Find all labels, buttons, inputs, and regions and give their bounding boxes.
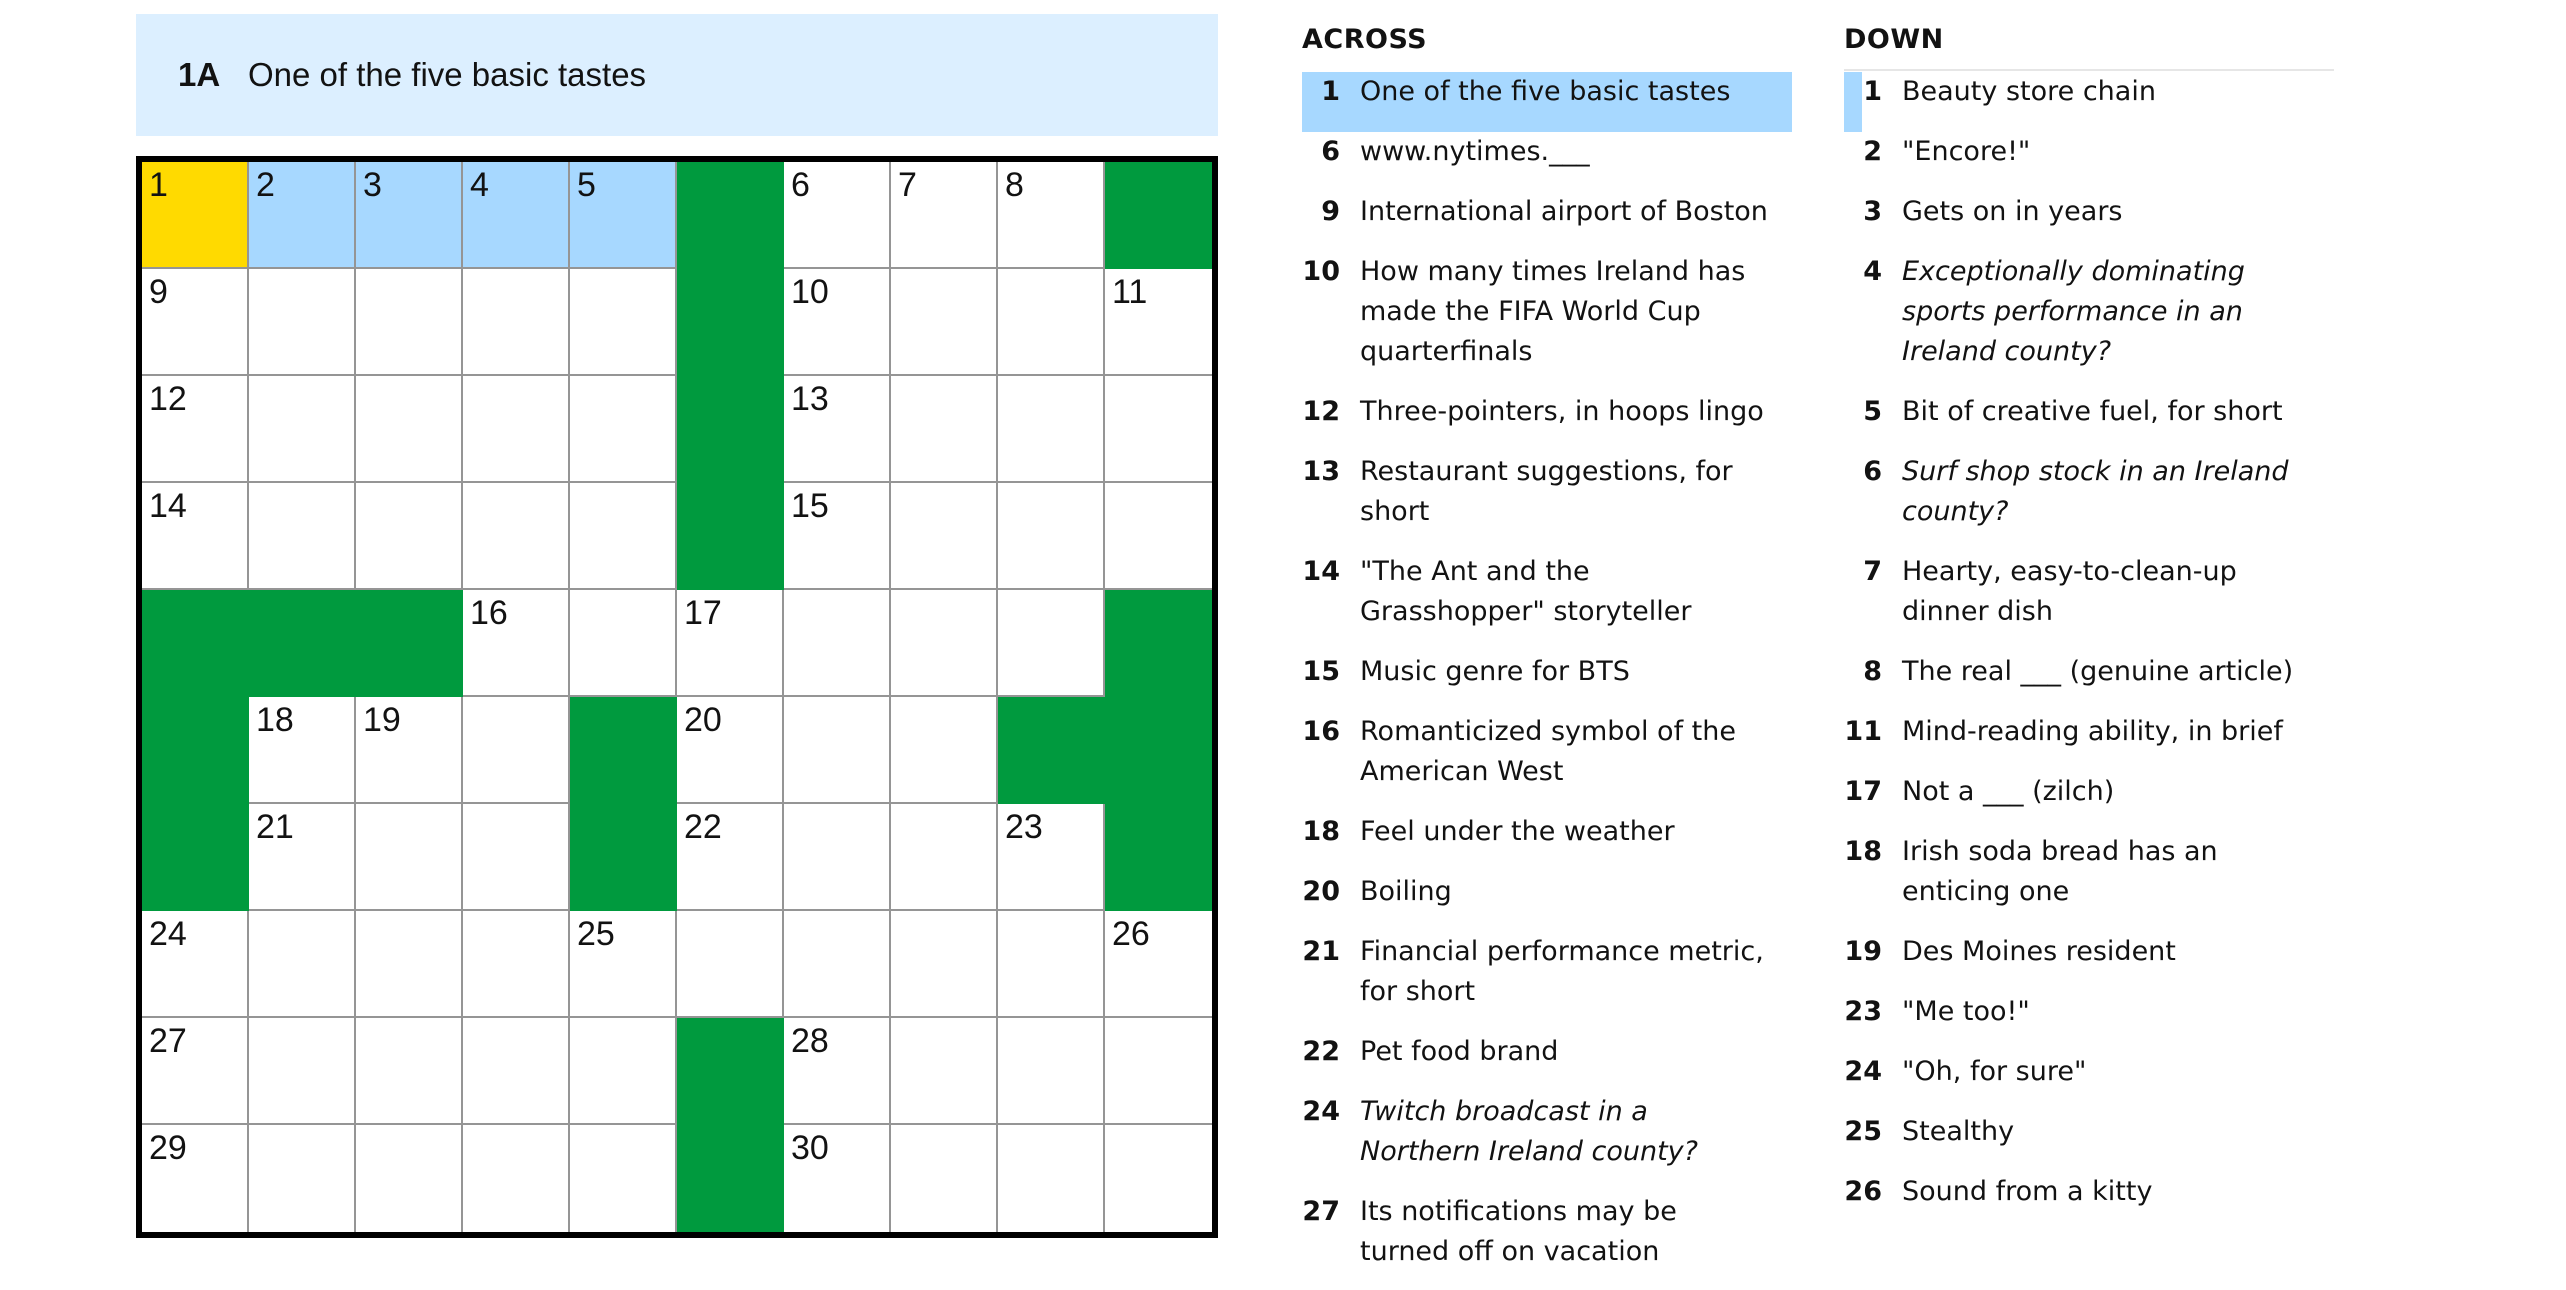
grid-cell[interactable] bbox=[891, 697, 998, 804]
cell-number: 22 bbox=[684, 808, 722, 846]
clue-text: The real ___ (genuine article) bbox=[1902, 656, 2294, 687]
clue-text: Beauty store chain bbox=[1902, 76, 2156, 107]
grid-cell[interactable] bbox=[463, 1018, 570, 1125]
across-clue-22[interactable] bbox=[1302, 1032, 1792, 1092]
clue-number: 18 bbox=[1844, 836, 1882, 867]
grid-cell[interactable] bbox=[249, 483, 356, 590]
clue-text: Stealthy bbox=[1902, 1116, 2015, 1147]
across-clue-9[interactable] bbox=[1302, 192, 1792, 252]
block-cell bbox=[677, 483, 784, 590]
clue-text: How many times Ireland has made the FIFA World Cup quarterfinals bbox=[1360, 256, 1746, 367]
current-clue-text: One of the five basic tastes bbox=[248, 56, 647, 93]
grid-cell[interactable] bbox=[891, 804, 998, 911]
grid-cell[interactable] bbox=[570, 269, 677, 376]
clue-number: 16 bbox=[1302, 716, 1340, 747]
cell-number: 15 bbox=[791, 487, 829, 525]
clue-number: 11 bbox=[1844, 716, 1882, 747]
block-cell bbox=[677, 162, 784, 269]
clue-text: Its notifications may be turned off on vacation bbox=[1360, 1196, 1677, 1267]
grid-cell[interactable] bbox=[1105, 269, 1212, 376]
grid-cell[interactable] bbox=[570, 162, 677, 269]
grid-cell[interactable] bbox=[784, 1018, 891, 1125]
clue-text: Surf shop stock in an Ireland county? bbox=[1902, 456, 2289, 527]
clue-text: International airport of Boston bbox=[1360, 196, 1768, 227]
clue-text: Twitch broadcast in a Northern Ireland county? bbox=[1360, 1096, 1698, 1167]
cell-number: 9 bbox=[149, 273, 168, 311]
down-clue-8[interactable] bbox=[1844, 652, 2334, 712]
across-clue-15[interactable] bbox=[1302, 652, 1792, 712]
grid-cell[interactable] bbox=[570, 483, 677, 590]
cell-number: 27 bbox=[149, 1022, 187, 1060]
grid-cell[interactable] bbox=[463, 911, 570, 1018]
clue-number: 6 bbox=[1321, 136, 1340, 167]
across-clue-panel bbox=[1302, 24, 1792, 1267]
clue-number: 8 bbox=[1863, 656, 1882, 687]
grid-cell[interactable] bbox=[998, 269, 1105, 376]
clue-text: "The Ant and the Grasshopper" storyteller bbox=[1360, 556, 1692, 627]
block-cell bbox=[142, 697, 249, 804]
clue-text: Bit of creative fuel, for short bbox=[1902, 396, 2283, 427]
clue-text: One of the five basic tastes bbox=[1360, 76, 1731, 107]
block-cell bbox=[570, 697, 677, 804]
grid-cell[interactable] bbox=[891, 162, 998, 269]
clue-number: 19 bbox=[1844, 936, 1882, 967]
clue-number: 20 bbox=[1302, 876, 1340, 907]
down-clue-26[interactable] bbox=[1844, 1172, 2334, 1232]
clue-text: www.nytimes.___ bbox=[1360, 136, 1590, 167]
grid-cell[interactable] bbox=[356, 483, 463, 590]
block-cell bbox=[142, 590, 249, 697]
cell-number: 8 bbox=[1005, 166, 1024, 204]
grid-cell[interactable] bbox=[891, 269, 998, 376]
clue-text: Romanticized symbol of the American West bbox=[1360, 716, 1736, 787]
grid-cell[interactable] bbox=[891, 483, 998, 590]
grid-cell[interactable] bbox=[249, 911, 356, 1018]
clue-text: Restaurant suggestions, for short bbox=[1360, 456, 1733, 527]
block-cell bbox=[677, 1018, 784, 1125]
clue-text: Boiling bbox=[1360, 876, 1452, 907]
down-clue-11[interactable] bbox=[1844, 712, 2334, 772]
clue-text: Exceptionally dominating sports performance in an Ireland county? bbox=[1902, 256, 2245, 367]
crossword-board bbox=[136, 156, 1218, 1238]
down-clue-2[interactable] bbox=[1844, 132, 2334, 192]
grid-cell[interactable] bbox=[142, 269, 249, 376]
across-clue-6[interactable] bbox=[1302, 132, 1792, 192]
cell-number: 19 bbox=[363, 701, 401, 739]
across-clue-20[interactable] bbox=[1302, 872, 1792, 932]
cell-number: 25 bbox=[577, 915, 615, 953]
grid-cell[interactable] bbox=[463, 483, 570, 590]
cell-number: 1 bbox=[149, 166, 168, 204]
cell-number: 16 bbox=[470, 594, 508, 632]
cell-number: 3 bbox=[363, 166, 382, 204]
clue-number: 23 bbox=[1844, 996, 1882, 1027]
grid-cell[interactable] bbox=[570, 1018, 677, 1125]
cell-number: 18 bbox=[256, 701, 294, 739]
grid-cell[interactable] bbox=[142, 911, 249, 1018]
grid-cell[interactable] bbox=[1105, 483, 1212, 590]
grid-cell[interactable] bbox=[463, 1125, 570, 1232]
clue-text: Feel under the weather bbox=[1360, 816, 1675, 847]
block-cell bbox=[142, 804, 249, 911]
clue-text: "Encore!" bbox=[1902, 136, 2031, 167]
grid-cell[interactable] bbox=[142, 1018, 249, 1125]
block-cell bbox=[1105, 162, 1212, 269]
cell-number: 10 bbox=[791, 273, 829, 311]
down-clue-panel bbox=[1844, 24, 2334, 1207]
across-clue-16[interactable] bbox=[1302, 712, 1792, 812]
grid-cell[interactable] bbox=[998, 162, 1105, 269]
grid-cell[interactable] bbox=[784, 162, 891, 269]
clue-number: 1 bbox=[1863, 76, 1882, 107]
across-clue-list[interactable] bbox=[1302, 72, 1792, 1282]
clue-text: Three-pointers, in hoops lingo bbox=[1360, 396, 1764, 427]
cell-number: 30 bbox=[791, 1129, 829, 1167]
clue-text: Pet food brand bbox=[1360, 1036, 1559, 1067]
current-clue-bar[interactable] bbox=[136, 14, 1218, 136]
cell-number: 23 bbox=[1005, 808, 1043, 846]
grid-cell[interactable] bbox=[142, 1125, 249, 1232]
grid-cell[interactable] bbox=[784, 1125, 891, 1232]
block-cell bbox=[356, 590, 463, 697]
grid-cell[interactable] bbox=[677, 911, 784, 1018]
clue-number: 3 bbox=[1863, 196, 1882, 227]
grid-cell[interactable] bbox=[356, 911, 463, 1018]
clue-number: 27 bbox=[1302, 1196, 1340, 1227]
clue-number: 7 bbox=[1863, 556, 1882, 587]
clue-number: 24 bbox=[1302, 1096, 1340, 1127]
down-clue-18[interactable] bbox=[1844, 832, 2334, 932]
grid-cell[interactable] bbox=[249, 697, 356, 804]
grid-cell[interactable] bbox=[998, 1018, 1105, 1125]
grid-cell[interactable] bbox=[998, 483, 1105, 590]
cell-number: 26 bbox=[1112, 915, 1150, 953]
down-clue-list[interactable] bbox=[1844, 72, 2334, 1282]
down-clue-5[interactable] bbox=[1844, 392, 2334, 452]
grid-cell[interactable] bbox=[891, 911, 998, 1018]
grid-cell[interactable] bbox=[677, 697, 784, 804]
clue-text: Sound from a kitty bbox=[1902, 1176, 2153, 1207]
clue-number: 2 bbox=[1863, 136, 1882, 167]
across-clue-13[interactable] bbox=[1302, 452, 1792, 552]
down-clue-7[interactable] bbox=[1844, 552, 2334, 652]
clue-text: "Oh, for sure" bbox=[1902, 1056, 2087, 1087]
grid-cell[interactable] bbox=[356, 1125, 463, 1232]
grid-cell[interactable] bbox=[463, 804, 570, 911]
cell-number: 17 bbox=[684, 594, 722, 632]
grid-cell[interactable] bbox=[998, 804, 1105, 911]
clue-number: 13 bbox=[1302, 456, 1340, 487]
cell-number: 29 bbox=[149, 1129, 187, 1167]
grid-cell[interactable] bbox=[356, 162, 463, 269]
grid-cell[interactable] bbox=[356, 376, 463, 483]
grid-cell[interactable] bbox=[249, 804, 356, 911]
down-clue-3[interactable] bbox=[1844, 192, 2334, 252]
cell-number: 5 bbox=[577, 166, 596, 204]
across-clue-14[interactable] bbox=[1302, 552, 1792, 652]
clue-number: 1 bbox=[1321, 76, 1340, 107]
clue-text: Music genre for BTS bbox=[1360, 656, 1630, 687]
grid-cell[interactable] bbox=[356, 804, 463, 911]
cell-number: 12 bbox=[149, 380, 187, 418]
grid-cell[interactable] bbox=[998, 376, 1105, 483]
grid-cell[interactable] bbox=[249, 376, 356, 483]
down-clue-23[interactable] bbox=[1844, 992, 2334, 1052]
clue-number: 17 bbox=[1844, 776, 1882, 807]
clue-number: 26 bbox=[1844, 1176, 1882, 1207]
across-clue-18[interactable] bbox=[1302, 812, 1792, 872]
clue-number: 24 bbox=[1844, 1056, 1882, 1087]
across-heading: ACROSS bbox=[1302, 24, 1428, 55]
grid-cell[interactable] bbox=[784, 590, 891, 697]
grid-cell[interactable] bbox=[784, 804, 891, 911]
grid-cell[interactable] bbox=[142, 162, 249, 269]
current-clue-label: 1A bbox=[178, 56, 221, 93]
across-clue-24[interactable] bbox=[1302, 1092, 1792, 1192]
grid-cell[interactable] bbox=[463, 697, 570, 804]
grid-cell[interactable] bbox=[784, 483, 891, 590]
clue-text: Financial performance metric, for short bbox=[1360, 936, 1764, 1007]
down-clue-24[interactable] bbox=[1844, 1052, 2334, 1112]
clue-number: 25 bbox=[1844, 1116, 1882, 1147]
cell-number: 21 bbox=[256, 808, 294, 846]
cell-number: 2 bbox=[256, 166, 275, 204]
clue-text: Hearty, easy-to-clean-up dinner dish bbox=[1902, 556, 2237, 627]
grid-cell[interactable] bbox=[249, 162, 356, 269]
grid-cell[interactable] bbox=[142, 376, 249, 483]
clue-text: Gets on in years bbox=[1902, 196, 2123, 227]
down-heading: DOWN bbox=[1844, 24, 2334, 71]
down-clue-4[interactable] bbox=[1844, 252, 2334, 392]
across-clue-21[interactable] bbox=[1302, 932, 1792, 1032]
grid-cell[interactable] bbox=[891, 1018, 998, 1125]
clue-number: 12 bbox=[1302, 396, 1340, 427]
across-clue-12[interactable] bbox=[1302, 392, 1792, 452]
across-clue-1[interactable] bbox=[1302, 72, 1792, 132]
block-cell bbox=[1105, 804, 1212, 911]
down-clue-19[interactable] bbox=[1844, 932, 2334, 992]
cell-number: 7 bbox=[898, 166, 917, 204]
block-cell bbox=[677, 269, 784, 376]
grid-cell[interactable] bbox=[570, 1125, 677, 1232]
cell-number: 11 bbox=[1112, 273, 1148, 311]
clue-number: 6 bbox=[1863, 456, 1882, 487]
block-cell bbox=[570, 804, 677, 911]
grid-cell[interactable] bbox=[570, 376, 677, 483]
clue-number: 9 bbox=[1321, 196, 1340, 227]
grid-cell[interactable] bbox=[784, 697, 891, 804]
grid-cell[interactable] bbox=[998, 1125, 1105, 1232]
block-cell bbox=[998, 697, 1105, 804]
across-clue-27[interactable] bbox=[1302, 1192, 1792, 1282]
clue-number: 5 bbox=[1863, 396, 1882, 427]
grid-cell[interactable] bbox=[463, 376, 570, 483]
cell-number: 4 bbox=[470, 166, 489, 204]
clue-text: Irish soda bread has an enticing one bbox=[1902, 836, 2218, 907]
block-cell bbox=[1105, 697, 1212, 804]
grid-cell[interactable] bbox=[784, 269, 891, 376]
grid-cell[interactable] bbox=[1105, 1018, 1212, 1125]
block-cell bbox=[677, 376, 784, 483]
cell-number: 20 bbox=[684, 701, 722, 739]
grid-cell[interactable] bbox=[677, 804, 784, 911]
grid-cell[interactable] bbox=[891, 1125, 998, 1232]
cell-number: 6 bbox=[791, 166, 810, 204]
grid-cell[interactable] bbox=[677, 590, 784, 697]
block-cell bbox=[677, 1125, 784, 1232]
cell-number: 28 bbox=[791, 1022, 829, 1060]
grid-cell[interactable] bbox=[998, 590, 1105, 697]
down-clue-6[interactable] bbox=[1844, 452, 2334, 552]
clue-number: 22 bbox=[1302, 1036, 1340, 1067]
clue-number: 14 bbox=[1302, 556, 1340, 587]
clue-number: 21 bbox=[1302, 936, 1340, 967]
down-clue-25[interactable] bbox=[1844, 1112, 2334, 1172]
grid-cell[interactable] bbox=[142, 483, 249, 590]
grid-cell[interactable] bbox=[891, 376, 998, 483]
clue-number: 4 bbox=[1863, 256, 1882, 287]
block-cell bbox=[249, 590, 356, 697]
grid-cell[interactable] bbox=[249, 269, 356, 376]
cell-number: 13 bbox=[791, 380, 829, 418]
clue-text: Des Moines resident bbox=[1902, 936, 2176, 967]
grid-cell[interactable] bbox=[463, 269, 570, 376]
crossword-grid bbox=[142, 162, 1212, 1232]
block-cell bbox=[1105, 590, 1212, 697]
clue-number: 10 bbox=[1302, 256, 1340, 287]
cell-number: 14 bbox=[149, 487, 187, 525]
across-clue-10[interactable] bbox=[1302, 252, 1792, 392]
grid-cell[interactable] bbox=[463, 162, 570, 269]
clue-number: 15 bbox=[1302, 656, 1340, 687]
grid-cell[interactable] bbox=[1105, 376, 1212, 483]
grid-cell[interactable] bbox=[1105, 911, 1212, 1018]
clue-text: Not a ___ (zilch) bbox=[1902, 776, 2115, 807]
grid-cell[interactable] bbox=[356, 269, 463, 376]
grid-cell[interactable] bbox=[356, 697, 463, 804]
grid-cell[interactable] bbox=[891, 590, 998, 697]
grid-cell[interactable] bbox=[570, 590, 677, 697]
grid-cell[interactable] bbox=[1105, 1125, 1212, 1232]
grid-cell[interactable] bbox=[249, 1018, 356, 1125]
down-clue-1[interactable] bbox=[1844, 72, 2334, 132]
down-clue-17[interactable] bbox=[1844, 772, 2334, 832]
clue-text: "Me too!" bbox=[1902, 996, 2030, 1027]
grid-cell[interactable] bbox=[356, 1018, 463, 1125]
clue-text: Mind-reading ability, in brief bbox=[1902, 716, 2283, 747]
grid-cell[interactable] bbox=[463, 590, 570, 697]
cell-number: 24 bbox=[149, 915, 187, 953]
grid-cell[interactable] bbox=[249, 1125, 356, 1232]
grid-cell[interactable] bbox=[784, 376, 891, 483]
clue-number: 18 bbox=[1302, 816, 1340, 847]
grid-cell[interactable] bbox=[998, 911, 1105, 1018]
grid-cell[interactable] bbox=[784, 911, 891, 1018]
grid-cell[interactable] bbox=[570, 911, 677, 1018]
